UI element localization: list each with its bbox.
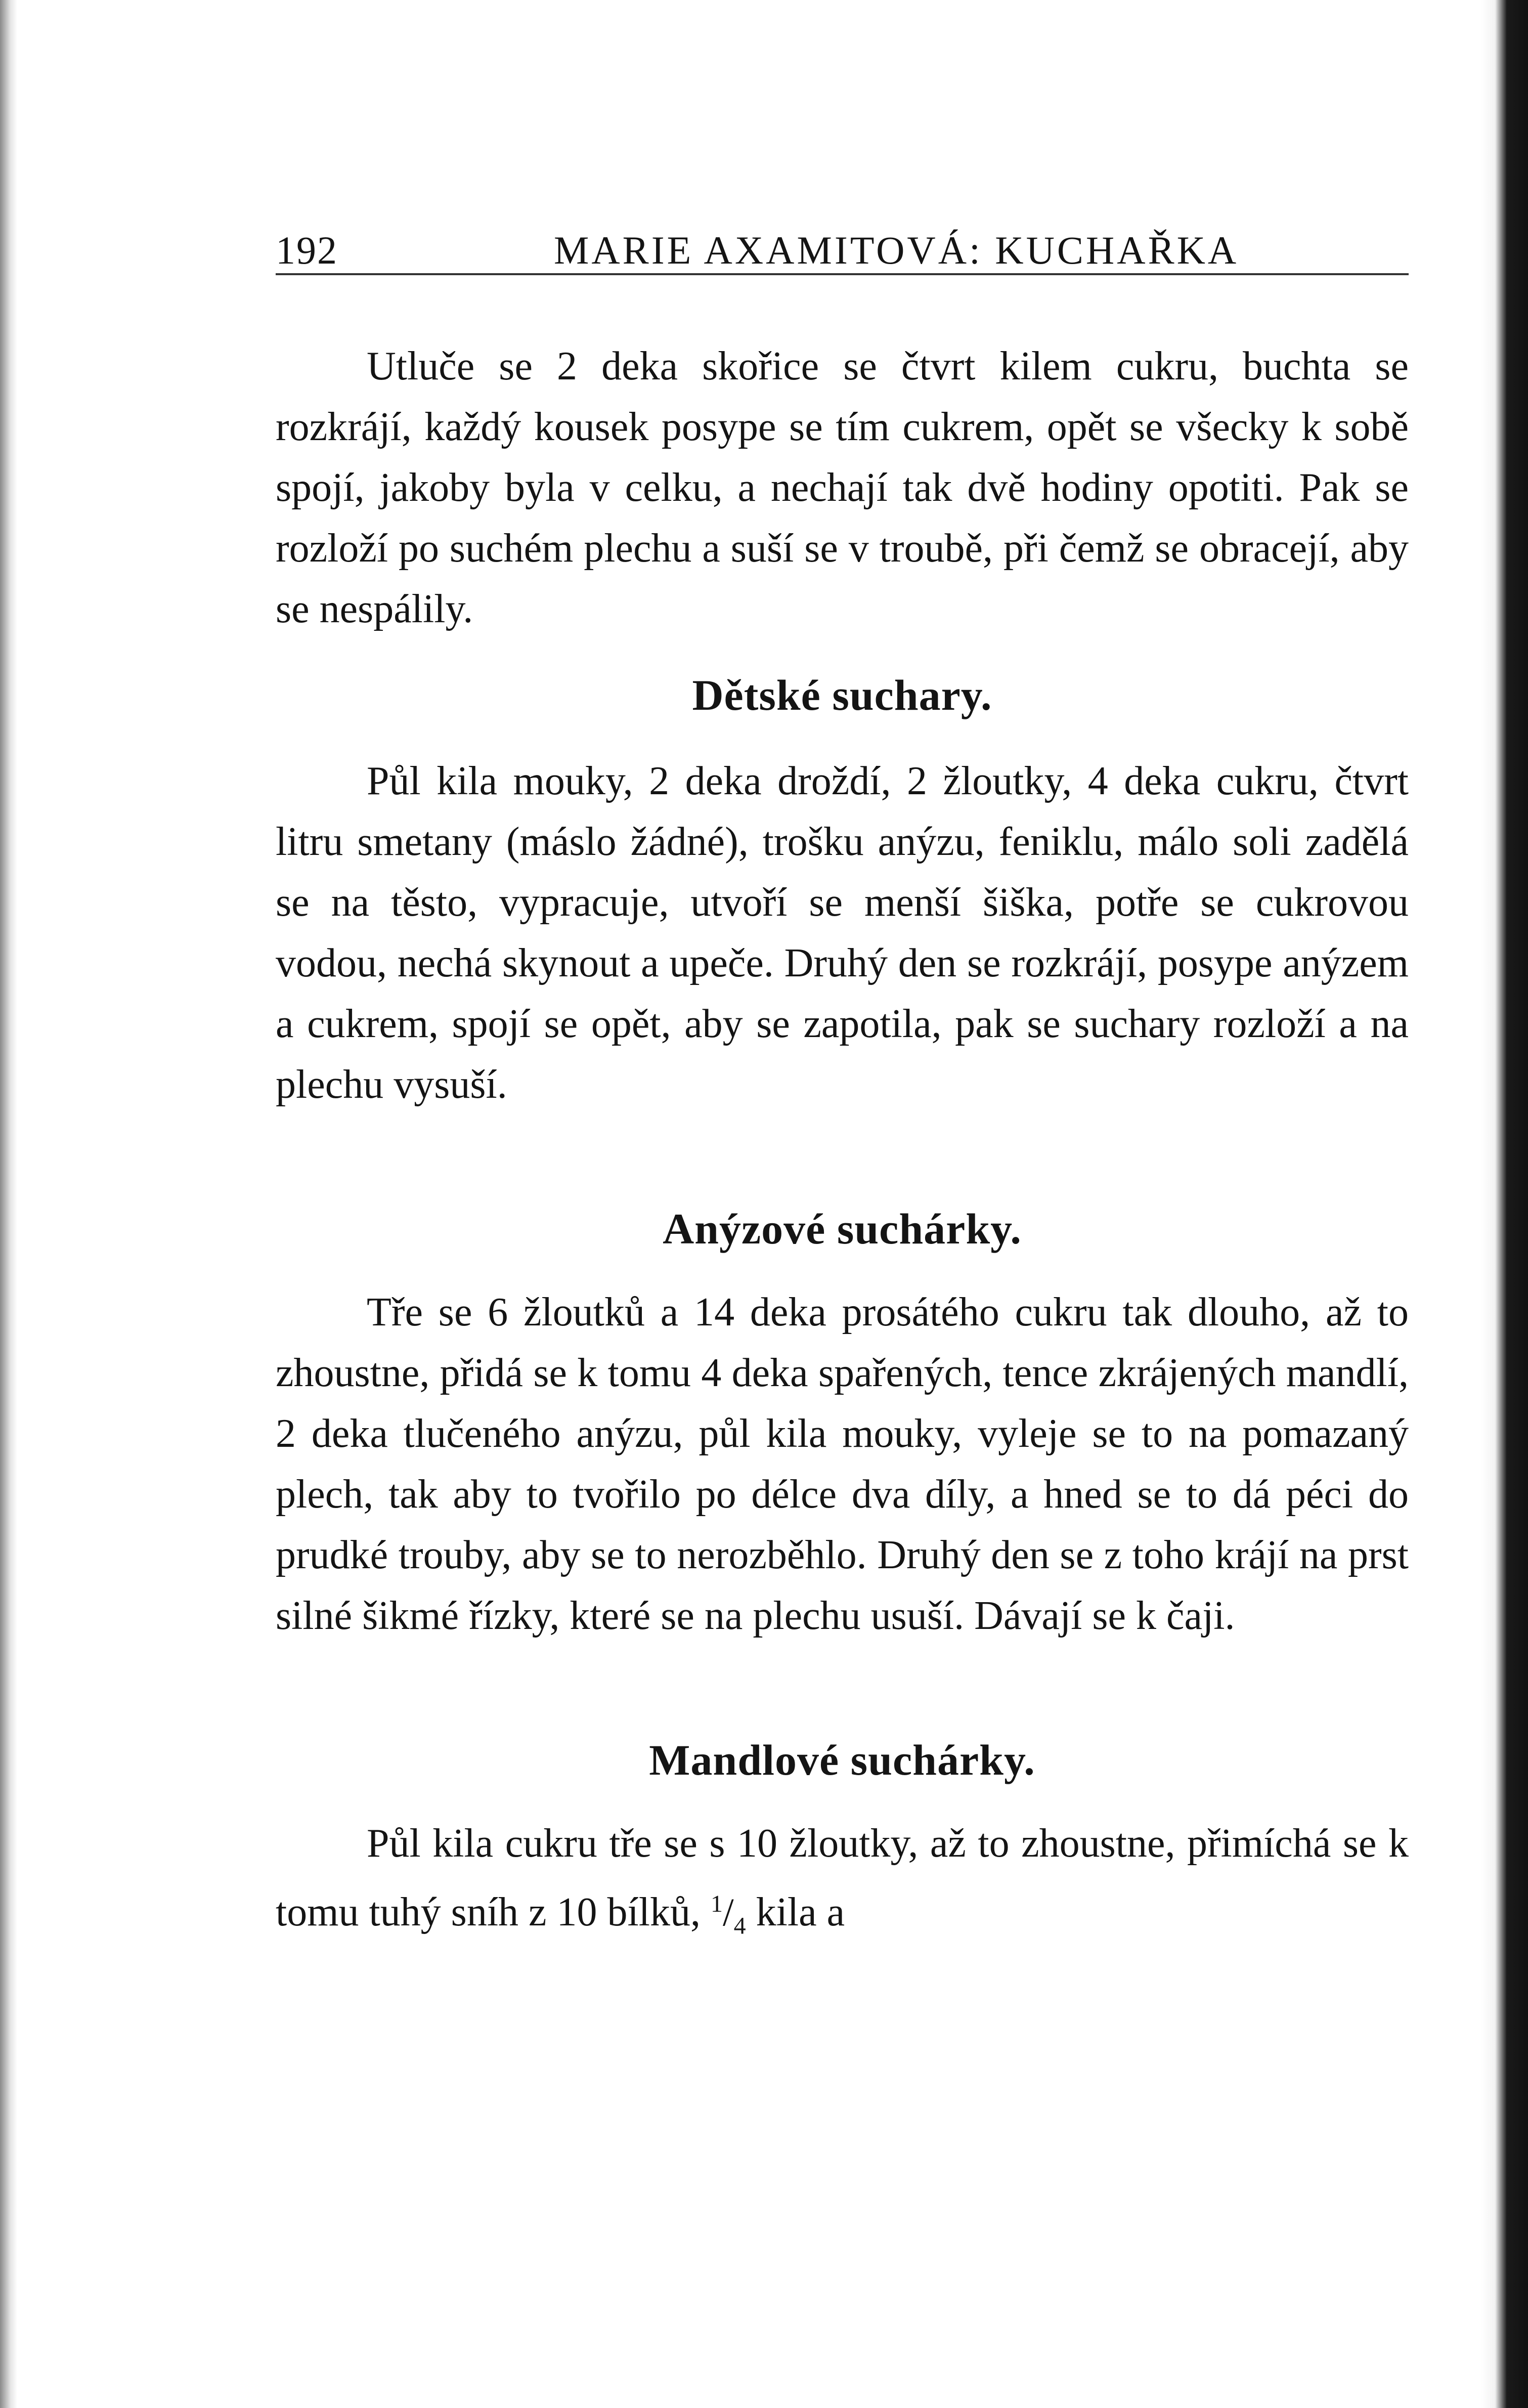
scan-left-edge xyxy=(0,0,17,2408)
recipe-title-detske-suchary: Dětské suchary. xyxy=(692,671,992,719)
recipe-title-mandlove-sucharky: Mandlové suchárky. xyxy=(649,1736,1035,1784)
intro-paragraph: Utluče se 2 deka skořice se čtvrt kilem cukru, buchta se rozkrájí, každý kousek posype se tím cukrem, opět se všecky k sobě spojí, jakoby byla v celku, a nechají tak dvě hodiny opotiti. Pak se rozloží po suchém plechu a suší se v troubě, při čemž se obracejí, aby se nespálily. xyxy=(276,344,1409,631)
running-header xyxy=(276,218,1409,275)
book-page xyxy=(276,218,1409,1957)
recipe-text-part-2: kila a xyxy=(756,1890,845,1934)
recipe-text-detske-suchary: Půl kila mouky, 2 deka droždí, 2 žloutky, 4 deka cukru, čtvrt litru smetany (máslo žádné), trošku anýzu, feniklu, málo soli zadělá se na těsto, vypracuje, utvoří se menší šiška, potře se cukrovou vodou, nechá skynout a upeče. Druhý den se rozkrájí, posype anýzem a cukrem, spojí se opět, aby se zapotila, pak se suchary rozloží a na plechu vysuší. xyxy=(276,759,1409,1107)
recipe-text-mandlove-sucharky xyxy=(276,1813,1409,1957)
page-number: 192 xyxy=(276,228,338,272)
recipe-title-anyzove-sucharky: Anýzové suchárky. xyxy=(663,1205,1022,1253)
recipe-text-anyzove-sucharky: Tře se 6 žloutků a 14 deka prosátého cukru tak dlouho, až to zhoustne, přidá se k tomu 4 deka spařených, tence zkrájených mandlí, 2 deka tlučeného anýzu, půl kila mouky, vyleje se to na pomazaný plech, tak aby to tvořilo po délce dva díly, a hned se to dá péci do prudké trouby, aby se to nerozběhlo. Druhý den se z toho krájí na prst silné šikmé řízky, které se na plechu usuší. Dávají se k čaji. xyxy=(276,1290,1409,1638)
quarter-fraction: $^1/_4$ xyxy=(711,1890,746,1940)
fraction-numerator: 1 xyxy=(711,1890,723,1917)
fraction-denominator: 4 xyxy=(733,1912,746,1940)
running-title: MARIE AXAMITOVÁ: KUCHAŘKA xyxy=(554,228,1239,272)
page-content xyxy=(276,336,1409,1957)
recipe-text-part-1: Půl kila cukru tře se s 10 žloutky, až to zhoustne, přimíchá se k tomu tuhý sníh z 10 bílků, xyxy=(276,1821,1409,1934)
scan-right-edge xyxy=(1481,0,1528,2408)
